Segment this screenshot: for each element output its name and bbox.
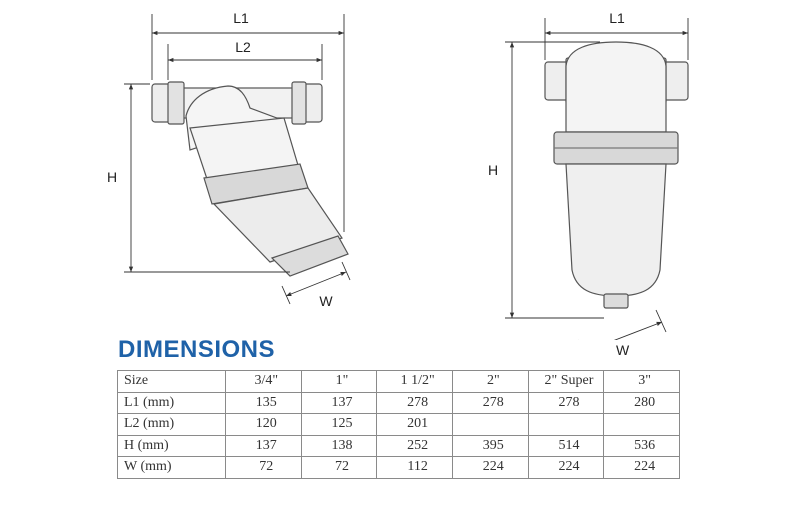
table-row <box>118 392 680 414</box>
table-cell: 112 <box>377 457 453 479</box>
table-cell: 137 <box>301 392 377 414</box>
dimensions-table <box>117 370 680 479</box>
table-cell: W (mm) <box>118 457 226 479</box>
table-cell: 536 <box>604 435 680 457</box>
table-cell: 201 <box>377 414 453 436</box>
table-cell: L1 (mm) <box>118 392 226 414</box>
table-header-cell: 2" Super <box>528 371 604 393</box>
table-cell: L2 (mm) <box>118 414 226 436</box>
table-cell: 72 <box>301 457 377 479</box>
vertical-filter-bowl <box>566 164 666 296</box>
table-cell: 278 <box>377 392 453 414</box>
table-cell: 395 <box>452 435 528 457</box>
table-header-cell: 2" <box>452 371 528 393</box>
table-cell: 137 <box>225 435 301 457</box>
table-cell: 135 <box>225 392 301 414</box>
table-header-cell: 3" <box>604 371 680 393</box>
y-filter-h-label: H <box>106 169 118 185</box>
table-cell <box>452 414 528 436</box>
table-header-cell: 1" <box>301 371 377 393</box>
table-row <box>118 435 680 457</box>
vertical-filter-drain <box>604 294 628 308</box>
table-row <box>118 457 680 479</box>
table-cell: 120 <box>225 414 301 436</box>
table-cell: 72 <box>225 457 301 479</box>
y-filter-w-label: W <box>319 293 333 309</box>
dimensions-heading: DIMENSIONS <box>118 336 276 363</box>
vertical-filter-l1-label: L1 <box>609 10 625 26</box>
vertical-filter-h-label: H <box>487 162 499 178</box>
table-header-row <box>118 371 680 393</box>
table-cell: 252 <box>377 435 453 457</box>
y-filter-l2-label: L2 <box>235 39 251 55</box>
table-row <box>118 414 680 436</box>
table-cell: 278 <box>452 392 528 414</box>
vertical-filter-w-label: W <box>616 342 630 358</box>
table-cell: 278 <box>528 392 604 414</box>
table-cell: 224 <box>604 457 680 479</box>
vertical-filter-head <box>566 42 666 132</box>
table-cell: 138 <box>301 435 377 457</box>
table-cell: 224 <box>528 457 604 479</box>
table-cell: 224 <box>452 457 528 479</box>
table-header-cell: 1 1/2" <box>377 371 453 393</box>
table-cell: 125 <box>301 414 377 436</box>
table-cell: 280 <box>604 392 680 414</box>
table-header-cell: Size <box>118 371 226 393</box>
table-cell: H (mm) <box>118 435 226 457</box>
table-cell <box>604 414 680 436</box>
table-cell: 514 <box>528 435 604 457</box>
table-cell <box>528 414 604 436</box>
y-filter-drawing <box>152 82 348 276</box>
table-header-cell: 3/4" <box>225 371 301 393</box>
vertical-filter-drawing <box>545 42 688 308</box>
y-filter-l1-label: L1 <box>233 10 249 26</box>
